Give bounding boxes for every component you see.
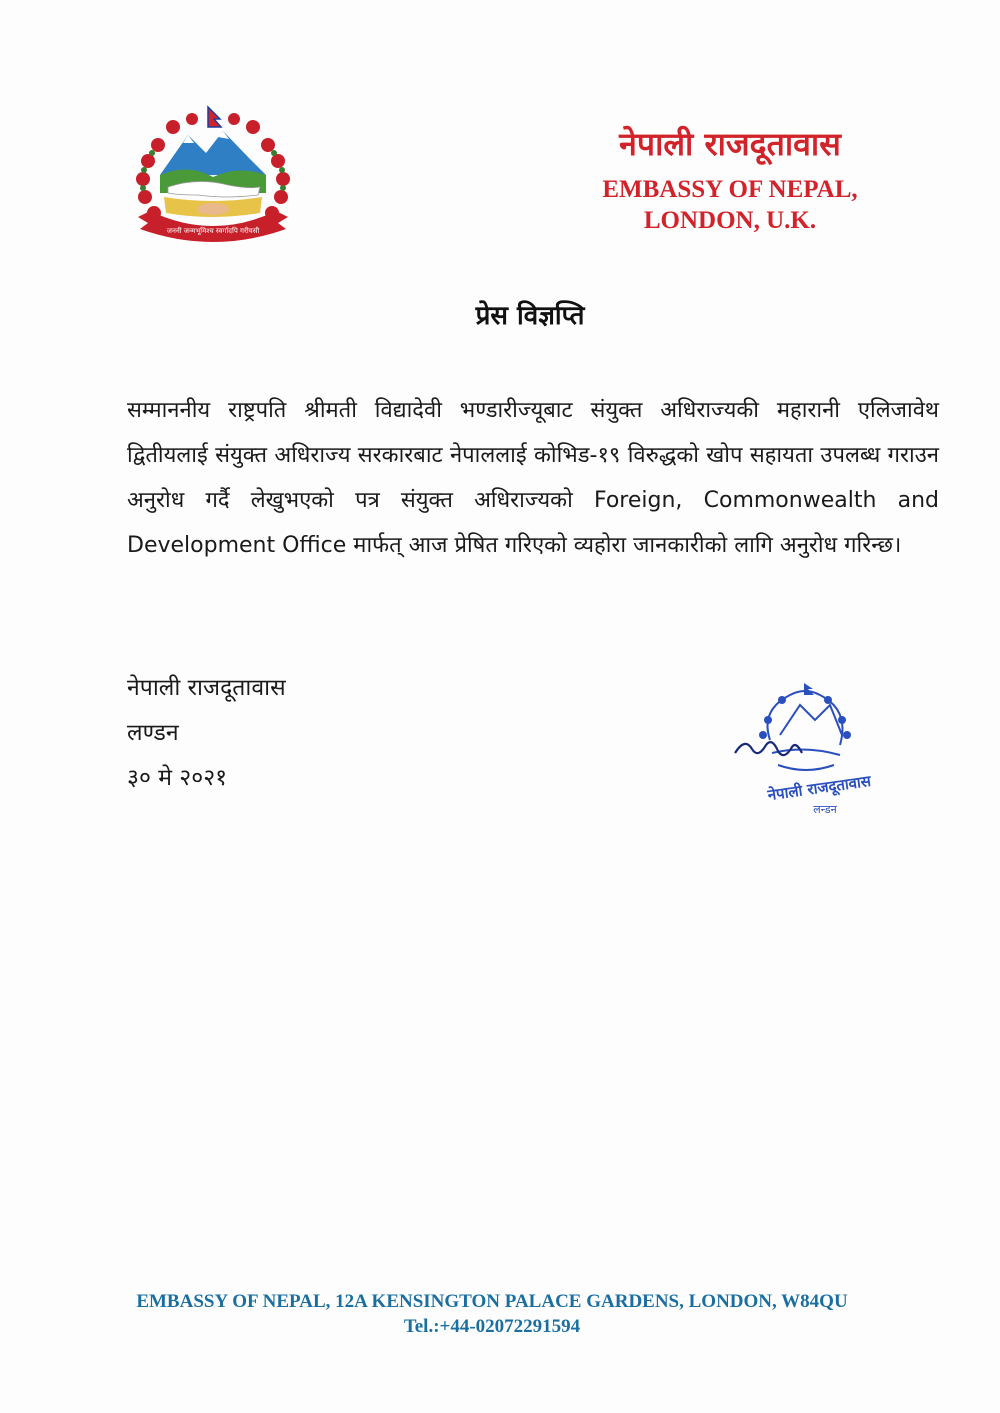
signature-date: ३० मे २०२१ [127,765,228,791]
stamp-text: नेपाली राजदूतावास [766,771,873,805]
embassy-stamp-icon [730,675,880,825]
footer-address: EMBASSY OF NEPAL, 12A KENSINGTON PALACE GARDENS, LONDON, W84QU [136,1291,848,1312]
embassy-name-nepali: नेपाली राजदूतावास [619,125,841,163]
press-release-body: सम्माननीय राष्ट्रपति श्रीमती विद्यादेवी भण्डारीज्यूबाट संयुक्त अधिराज्यकी महारानी एलिजावेथ द्वितीयलाई संयुक्त अधिराज्य सरकारबाट नेपाललाई कोभिड-१९ विरुद्धको खोप सहायता उपलब्ध गराउन अनुरोध गर्दै लेखुभएको पत्र संयुक्त अधिराज्यको Foreign, Commonwealth and Development Office मार्फत् आज प्रेषित गरिएको व्यहोरा जानकारीको लागि अनुरोध गरिन्छ। [127,398,939,558]
stamp-city: लन्डन [813,803,837,816]
footer-tel: Tel.:+44-02072291594 [403,1316,581,1337]
signature-block [127,666,286,801]
embassy-name-line1: EMBASSY OF NEPAL, [602,176,858,203]
embassy-name-line2: LONDON, U.K. [643,207,817,234]
svg-text:जननी जन्मभूमिश्च स्वर्गादपि गर: जननी जन्मभूमिश्च स्वर्गादपि गरीयसी [166,227,260,235]
nepal-emblem-icon [128,105,298,255]
signature-org: नेपाली राजदूतावास [127,675,286,701]
embassy-name-english [560,174,900,236]
signature-city: लण्डन [127,720,179,746]
footer [60,1289,924,1339]
press-release-title: प्रेस विज्ञप्ति [475,301,585,331]
